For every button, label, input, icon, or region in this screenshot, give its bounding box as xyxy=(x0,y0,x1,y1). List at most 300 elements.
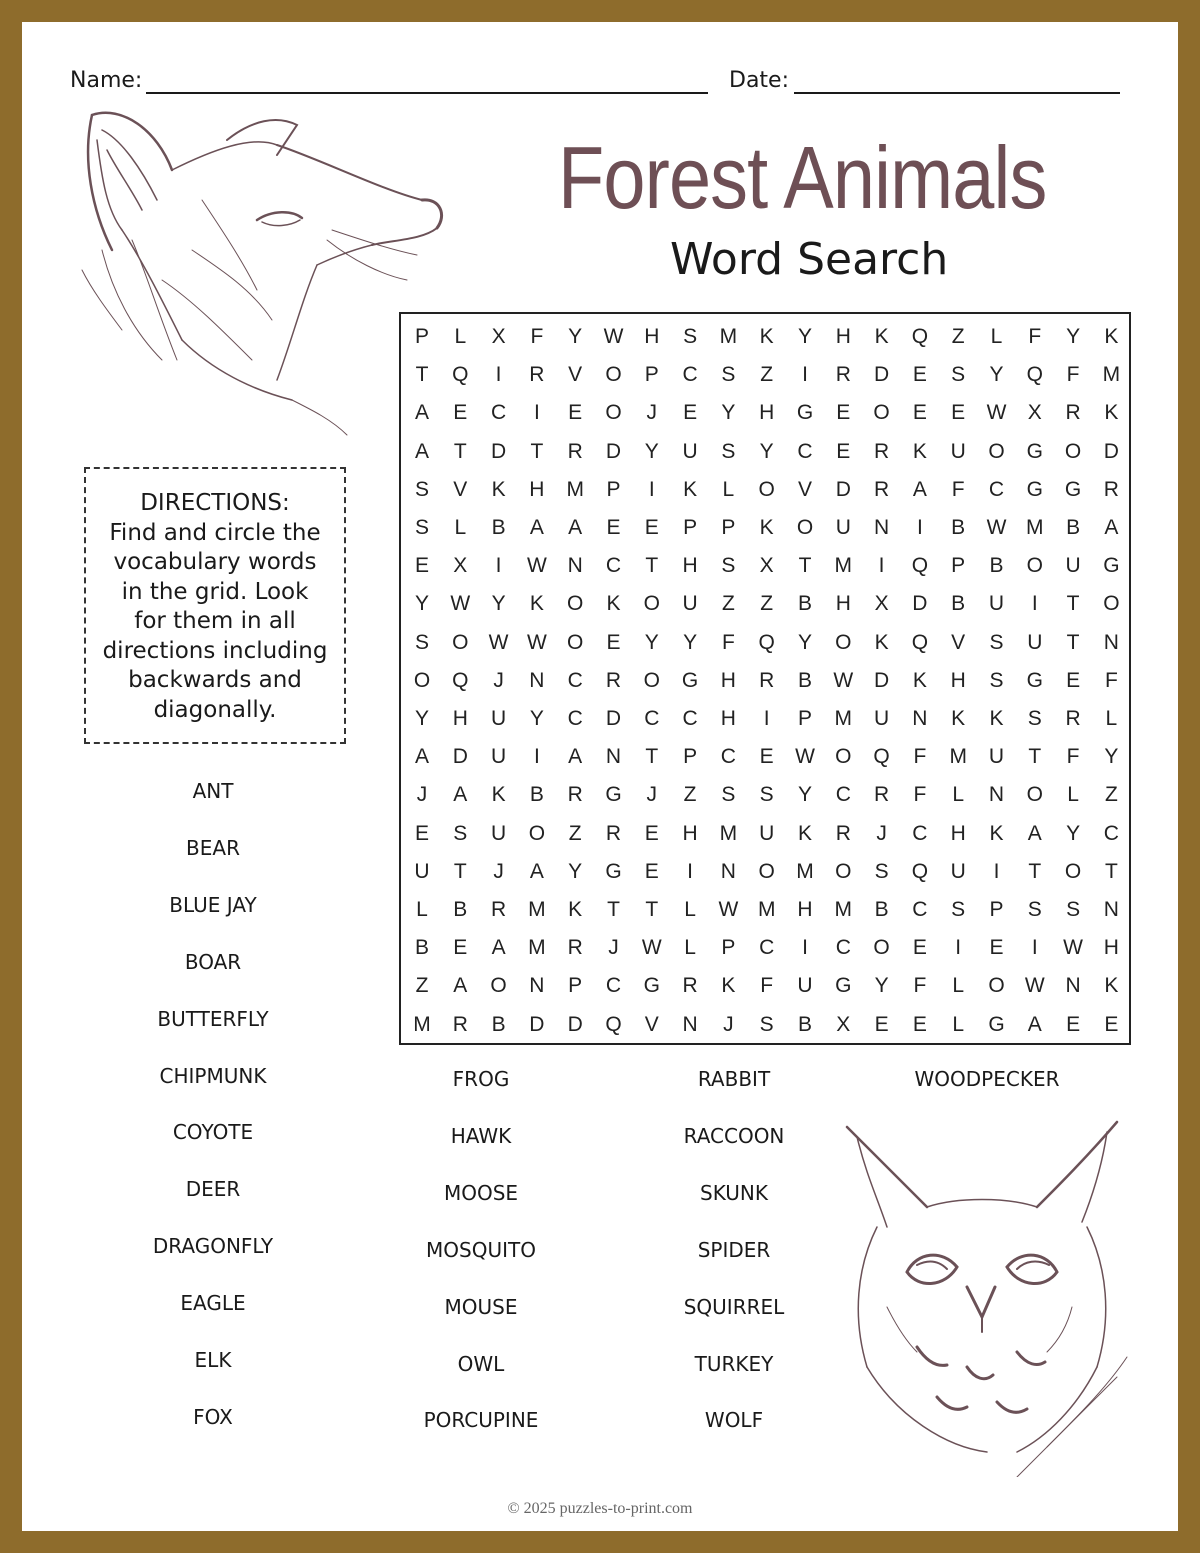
grid-cell[interactable]: O xyxy=(873,401,890,425)
grid-cell[interactable]: W xyxy=(718,898,739,921)
grid-cell[interactable]: W xyxy=(1024,974,1045,998)
grid-cell[interactable]: Q xyxy=(911,325,929,348)
grid-cell[interactable]: Q xyxy=(873,745,890,769)
grid-cell[interactable]: R xyxy=(529,363,545,387)
grid-cell[interactable]: F xyxy=(913,974,927,998)
grid-cell[interactable]: K xyxy=(759,325,774,348)
grid-cell[interactable]: O xyxy=(1026,783,1043,807)
grid-cell[interactable]: E xyxy=(644,516,659,539)
grid-cell[interactable]: I xyxy=(648,477,655,501)
grid-cell[interactable]: Q xyxy=(911,630,929,654)
grid-cell[interactable]: T xyxy=(453,859,467,883)
grid-cell[interactable]: Z xyxy=(568,821,582,845)
grid-cell[interactable]: L xyxy=(416,898,428,921)
grid-cell[interactable]: M xyxy=(834,554,853,578)
grid-cell[interactable]: R xyxy=(567,439,583,463)
grid-cell[interactable]: S xyxy=(414,630,429,654)
grid-cell[interactable]: V xyxy=(453,477,468,501)
grid-cell[interactable]: R xyxy=(874,439,890,463)
grid-cell[interactable]: U xyxy=(797,974,813,998)
grid-cell[interactable]: A xyxy=(491,936,506,960)
grid-cell[interactable]: U xyxy=(491,707,507,730)
grid-cell[interactable]: B xyxy=(797,1012,812,1036)
grid-cell[interactable]: E xyxy=(989,936,1004,960)
grid-cell[interactable]: Y xyxy=(491,592,506,616)
grid-cell[interactable]: K xyxy=(683,477,698,501)
grid-cell[interactable]: K xyxy=(491,477,506,501)
grid-cell[interactable]: U xyxy=(414,859,430,883)
grid-cell[interactable]: E xyxy=(453,401,468,425)
grid-cell[interactable]: J xyxy=(493,859,504,883)
grid-cell[interactable]: C xyxy=(491,401,507,425)
grid-cell[interactable]: S xyxy=(414,477,429,501)
grid-cell[interactable]: W xyxy=(795,745,815,769)
grid-cell[interactable]: G xyxy=(681,668,699,692)
grid-cell[interactable]: Z xyxy=(760,363,774,387)
grid-cell[interactable]: R xyxy=(567,783,583,807)
grid-cell[interactable]: E xyxy=(414,554,429,578)
grid-cell[interactable]: P xyxy=(797,707,812,730)
grid-cell[interactable]: U xyxy=(874,707,890,730)
grid-cell[interactable]: A xyxy=(414,745,429,769)
grid-cell[interactable]: H xyxy=(682,821,698,845)
grid-cell[interactable]: T xyxy=(415,363,429,387)
grid-cell[interactable]: C xyxy=(567,707,583,730)
grid-cell[interactable]: W xyxy=(986,516,1007,539)
grid-cell[interactable]: C xyxy=(988,477,1005,501)
grid-cell[interactable]: P xyxy=(644,363,659,387)
grid-cell[interactable]: K xyxy=(568,898,583,921)
grid-cell[interactable]: H xyxy=(950,668,966,692)
grid-cell[interactable]: M xyxy=(1102,363,1121,387)
grid-cell[interactable]: Z xyxy=(415,974,429,998)
grid-cell[interactable]: K xyxy=(989,707,1004,730)
grid-cell[interactable]: R xyxy=(682,974,698,998)
grid-cell[interactable]: G xyxy=(1026,668,1043,692)
grid-cell[interactable]: B xyxy=(874,898,889,921)
grid-cell[interactable]: F xyxy=(913,745,927,769)
grid-cell[interactable]: U xyxy=(491,745,507,769)
grid-cell[interactable]: O xyxy=(1064,439,1082,463)
grid-cell[interactable]: Q xyxy=(452,668,469,692)
grid-cell[interactable]: M xyxy=(528,898,546,921)
grid-cell[interactable]: Y xyxy=(683,630,698,654)
grid-cell[interactable]: E xyxy=(1066,668,1081,692)
grid-cell[interactable]: E xyxy=(836,439,851,463)
grid-cell[interactable]: Z xyxy=(683,783,697,807)
grid-cell[interactable]: T xyxy=(645,898,659,921)
grid-cell[interactable]: W xyxy=(986,401,1007,425)
grid-cell[interactable]: R xyxy=(1103,477,1119,501)
grid-cell[interactable]: B xyxy=(797,592,812,616)
grid-cell[interactable]: J xyxy=(608,936,619,960)
grid-cell[interactable]: K xyxy=(912,668,927,692)
grid-cell[interactable]: G xyxy=(605,783,622,807)
grid-cell[interactable]: O xyxy=(567,592,584,616)
grid-cell[interactable]: A xyxy=(912,477,927,501)
grid-cell[interactable]: B xyxy=(529,783,544,807)
grid-cell[interactable]: I xyxy=(495,363,502,387)
grid-cell[interactable]: C xyxy=(605,974,622,998)
grid-cell[interactable]: K xyxy=(721,974,736,998)
grid-cell[interactable]: N xyxy=(529,974,545,998)
grid-cell[interactable]: F xyxy=(1066,363,1080,387)
grid-cell[interactable]: B xyxy=(951,592,966,616)
grid-cell[interactable]: I xyxy=(955,936,962,960)
grid-cell[interactable]: I xyxy=(802,363,808,387)
grid-cell[interactable]: C xyxy=(720,745,736,769)
grid-cell[interactable]: C xyxy=(835,783,851,807)
grid-cell[interactable]: O xyxy=(988,439,1005,463)
grid-cell[interactable]: P xyxy=(568,974,583,998)
grid-cell[interactable]: S xyxy=(453,821,468,845)
grid-cell[interactable]: T xyxy=(607,898,620,921)
grid-cell[interactable]: K xyxy=(874,325,889,348)
grid-cell[interactable]: N xyxy=(1103,898,1119,921)
grid-cell[interactable]: C xyxy=(605,554,622,578)
grid-cell[interactable]: G xyxy=(1026,439,1043,463)
grid-cell[interactable]: E xyxy=(606,516,621,539)
grid-cell[interactable]: O xyxy=(490,974,507,998)
grid-cell[interactable]: S xyxy=(951,363,966,387)
grid-cell[interactable]: F xyxy=(1066,745,1080,769)
grid-cell[interactable]: B xyxy=(414,936,429,960)
grid-cell[interactable]: N xyxy=(567,554,583,578)
grid-cell[interactable]: T xyxy=(453,439,467,463)
grid-cell[interactable]: D xyxy=(529,1012,545,1036)
grid-cell[interactable]: R xyxy=(835,363,851,387)
grid-cell[interactable]: N xyxy=(682,1012,698,1036)
grid-cell[interactable]: B xyxy=(1066,516,1081,539)
grid-cell[interactable]: S xyxy=(989,668,1004,692)
grid-cell[interactable]: P xyxy=(989,898,1004,921)
grid-cell[interactable]: R xyxy=(605,821,622,845)
grid-cell[interactable]: L xyxy=(1105,707,1118,730)
grid-cell[interactable]: E xyxy=(912,401,927,425)
grid-cell[interactable]: D xyxy=(491,439,507,463)
grid-cell[interactable]: O xyxy=(567,630,584,654)
grid-cell[interactable]: I xyxy=(802,936,808,960)
grid-cell[interactable]: M xyxy=(566,477,584,501)
grid-cell[interactable]: A xyxy=(453,783,468,807)
grid-cell[interactable]: Z xyxy=(1104,783,1118,807)
grid-cell[interactable]: L xyxy=(722,477,735,501)
grid-cell[interactable]: R xyxy=(835,821,851,845)
grid-cell[interactable]: A xyxy=(1027,821,1042,845)
grid-cell[interactable]: K xyxy=(797,821,812,845)
grid-cell[interactable]: L xyxy=(454,325,467,348)
grid-cell[interactable]: E xyxy=(414,821,429,845)
grid-cell[interactable]: O xyxy=(835,745,852,769)
grid-cell[interactable]: E xyxy=(1104,1012,1119,1036)
grid-cell[interactable]: F xyxy=(1028,325,1042,348)
grid-cell[interactable]: L xyxy=(454,516,467,539)
grid-cell[interactable]: Y xyxy=(874,974,889,998)
grid-cell[interactable]: S xyxy=(759,1012,774,1036)
grid-cell[interactable]: I xyxy=(533,401,540,425)
grid-cell[interactable]: L xyxy=(990,325,1003,348)
grid-cell[interactable]: H xyxy=(720,707,736,730)
grid-cell[interactable]: Y xyxy=(644,630,659,654)
grid-cell[interactable]: H xyxy=(720,668,736,692)
grid-cell[interactable]: J xyxy=(646,783,658,807)
grid-cell[interactable]: N xyxy=(605,745,622,769)
grid-cell[interactable]: W xyxy=(1063,936,1083,960)
grid-cell[interactable]: D xyxy=(605,707,622,730)
grid-cell[interactable]: Y xyxy=(1066,821,1081,845)
grid-cell[interactable]: E xyxy=(759,745,774,769)
grid-cell[interactable]: H xyxy=(950,821,966,845)
grid-cell[interactable]: C xyxy=(682,707,698,730)
grid-cell[interactable]: C xyxy=(644,707,660,730)
grid-cell[interactable]: E xyxy=(836,401,851,425)
date-line[interactable] xyxy=(794,92,1120,94)
grid-cell[interactable]: N xyxy=(988,783,1005,807)
grid-cell[interactable]: Q xyxy=(911,859,929,883)
grid-cell[interactable]: Q xyxy=(605,1012,622,1036)
grid-cell[interactable]: T xyxy=(645,745,659,769)
grid-cell[interactable]: T xyxy=(530,439,544,463)
grid-cell[interactable]: D xyxy=(912,592,928,616)
grid-cell[interactable]: S xyxy=(721,783,736,807)
grid-cell[interactable]: W xyxy=(603,325,624,348)
name-line[interactable] xyxy=(146,92,708,94)
grid-cell[interactable]: F xyxy=(530,325,544,348)
grid-cell[interactable]: P xyxy=(721,936,736,960)
grid-cell[interactable]: R xyxy=(567,936,583,960)
grid-cell[interactable]: R xyxy=(452,1012,468,1036)
grid-cell[interactable]: T xyxy=(1066,630,1080,654)
grid-cell[interactable]: R xyxy=(759,668,775,692)
grid-cell[interactable]: S xyxy=(721,439,736,463)
grid-cell[interactable]: U xyxy=(988,745,1005,769)
grid-cell[interactable]: S xyxy=(874,859,889,883)
grid-cell[interactable]: I xyxy=(993,859,1000,883)
grid-cell[interactable]: D xyxy=(1103,439,1119,463)
grid-cell[interactable]: E xyxy=(606,630,621,654)
grid-cell[interactable]: U xyxy=(950,859,966,883)
grid-cell[interactable]: K xyxy=(529,592,544,616)
grid-cell[interactable]: I xyxy=(1031,592,1038,616)
grid-cell[interactable]: B xyxy=(989,554,1004,578)
grid-cell[interactable]: Y xyxy=(644,439,659,463)
grid-cell[interactable]: X xyxy=(874,592,889,616)
grid-cell[interactable]: A xyxy=(568,745,583,769)
grid-cell[interactable]: C xyxy=(567,668,583,692)
grid-cell[interactable]: N xyxy=(1065,974,1081,998)
grid-cell[interactable]: H xyxy=(797,898,813,921)
grid-cell[interactable]: E xyxy=(683,401,698,425)
grid-cell[interactable]: C xyxy=(912,898,928,921)
grid-cell[interactable]: F xyxy=(721,630,735,654)
grid-cell[interactable]: U xyxy=(988,592,1005,616)
grid-cell[interactable]: Y xyxy=(759,439,774,463)
grid-cell[interactable]: S xyxy=(1027,898,1042,921)
grid-cell[interactable]: G xyxy=(605,859,622,883)
grid-cell[interactable]: V xyxy=(951,630,966,654)
grid-cell[interactable]: K xyxy=(606,592,621,616)
grid-cell[interactable]: S xyxy=(721,363,736,387)
grid-cell[interactable]: J xyxy=(416,783,428,807)
grid-cell[interactable]: K xyxy=(1104,401,1119,425)
grid-cell[interactable]: Y xyxy=(568,859,583,883)
grid-cell[interactable]: O xyxy=(1103,592,1120,616)
grid-cell[interactable]: X xyxy=(836,1012,851,1036)
grid-cell[interactable]: E xyxy=(912,1012,927,1036)
grid-cell[interactable]: I xyxy=(533,745,540,769)
grid-cell[interactable]: H xyxy=(759,401,775,425)
grid-cell[interactable]: O xyxy=(605,401,622,425)
grid-cell[interactable]: M xyxy=(1026,516,1044,539)
grid-cell[interactable]: I xyxy=(687,859,694,883)
grid-cell[interactable]: P xyxy=(721,516,736,539)
grid-cell[interactable]: H xyxy=(835,325,851,348)
grid-cell[interactable]: D xyxy=(567,1012,583,1036)
grid-cell[interactable]: L xyxy=(952,974,965,998)
grid-cell[interactable]: E xyxy=(453,936,468,960)
grid-cell[interactable]: Q xyxy=(452,363,469,387)
grid-cell[interactable]: M xyxy=(528,936,546,960)
grid-cell[interactable]: E xyxy=(644,821,659,845)
grid-cell[interactable]: V xyxy=(568,363,583,387)
grid-cell[interactable]: G xyxy=(835,974,852,998)
grid-cell[interactable]: O xyxy=(413,668,431,692)
grid-cell[interactable]: O xyxy=(1064,859,1082,883)
grid-cell[interactable]: Q xyxy=(911,554,929,578)
grid-cell[interactable]: J xyxy=(723,1012,734,1036)
grid-cell[interactable]: S xyxy=(1027,707,1042,730)
grid-cell[interactable]: G xyxy=(796,401,814,425)
grid-cell[interactable]: Y xyxy=(797,630,812,654)
grid-cell[interactable]: J xyxy=(646,401,658,425)
grid-cell[interactable]: R xyxy=(874,783,890,807)
grid-cell[interactable]: N xyxy=(529,668,545,692)
grid-cell[interactable]: O xyxy=(758,859,775,883)
grid-cell[interactable]: Y xyxy=(568,325,583,348)
grid-cell[interactable]: O xyxy=(1026,554,1043,578)
grid-cell[interactable]: U xyxy=(1027,630,1043,654)
grid-cell[interactable]: K xyxy=(989,821,1004,845)
grid-cell[interactable]: X xyxy=(453,554,468,578)
grid-cell[interactable]: M xyxy=(834,707,853,730)
grid-cell[interactable]: Y xyxy=(797,783,812,807)
grid-cell[interactable]: G xyxy=(988,1012,1005,1036)
grid-cell[interactable]: H xyxy=(1103,936,1119,960)
grid-cell[interactable]: Y xyxy=(414,707,429,730)
grid-cell[interactable]: T xyxy=(1066,592,1080,616)
grid-cell[interactable]: A xyxy=(414,401,429,425)
grid-cell[interactable]: E xyxy=(951,401,966,425)
grid-cell[interactable]: D xyxy=(452,745,468,769)
grid-cell[interactable]: J xyxy=(493,668,504,692)
grid-cell[interactable]: M xyxy=(413,1012,431,1036)
grid-cell[interactable]: I xyxy=(495,554,502,578)
grid-cell[interactable]: S xyxy=(721,554,736,578)
grid-cell[interactable]: E xyxy=(912,363,927,387)
grid-cell[interactable]: O xyxy=(528,821,546,845)
grid-cell[interactable]: G xyxy=(643,974,660,998)
grid-cell[interactable]: T xyxy=(1028,745,1042,769)
grid-cell[interactable]: A xyxy=(453,974,468,998)
grid-cell[interactable]: S xyxy=(759,783,774,807)
grid-cell[interactable]: M xyxy=(757,898,776,921)
grid-cell[interactable]: W xyxy=(526,630,547,654)
grid-cell[interactable]: A xyxy=(1027,1012,1042,1036)
grid-cell[interactable]: B xyxy=(797,668,812,692)
grid-cell[interactable]: Q xyxy=(758,630,775,654)
grid-cell[interactable]: C xyxy=(912,821,928,845)
grid-cell[interactable]: Y xyxy=(1066,325,1081,348)
grid-cell[interactable]: Z xyxy=(721,592,735,616)
grid-cell[interactable]: B xyxy=(491,516,506,539)
grid-cell[interactable]: Z xyxy=(760,592,774,616)
grid-cell[interactable]: U xyxy=(835,516,851,539)
grid-cell[interactable]: M xyxy=(949,745,967,769)
grid-cell[interactable]: U xyxy=(682,439,698,463)
grid-cell[interactable]: N xyxy=(874,516,890,539)
grid-cell[interactable]: S xyxy=(683,325,698,348)
grid-cell[interactable]: W xyxy=(450,592,471,616)
grid-cell[interactable]: P xyxy=(606,477,621,501)
grid-cell[interactable]: R xyxy=(874,477,890,501)
grid-cell[interactable]: D xyxy=(874,668,890,692)
grid-cell[interactable]: Q xyxy=(1026,363,1043,387)
grid-cell[interactable]: E xyxy=(1066,1012,1081,1036)
grid-cell[interactable]: E xyxy=(912,936,927,960)
grid-cell[interactable]: I xyxy=(916,516,923,539)
grid-cell[interactable]: F xyxy=(760,974,774,998)
grid-cell[interactable]: D xyxy=(874,363,890,387)
grid-cell[interactable]: T xyxy=(1104,859,1118,883)
grid-cell[interactable]: E xyxy=(874,1012,889,1036)
grid-cell[interactable]: K xyxy=(1104,325,1119,348)
grid-cell[interactable]: E xyxy=(644,859,659,883)
grid-cell[interactable]: C xyxy=(759,936,775,960)
grid-cell[interactable]: L xyxy=(952,783,965,807)
grid-cell[interactable]: R xyxy=(1065,401,1081,425)
grid-cell[interactable]: M xyxy=(719,325,738,348)
grid-cell[interactable]: O xyxy=(643,668,660,692)
grid-cell[interactable]: U xyxy=(950,439,966,463)
grid-cell[interactable]: O xyxy=(835,630,852,654)
grid-cell[interactable]: C xyxy=(797,439,813,463)
grid-cell[interactable]: W xyxy=(833,668,854,692)
grid-cell[interactable]: G xyxy=(1026,477,1043,501)
grid-cell[interactable]: F xyxy=(951,477,965,501)
grid-cell[interactable]: Y xyxy=(414,592,429,616)
grid-cell[interactable]: H xyxy=(682,554,698,578)
grid-cell[interactable]: Z xyxy=(951,325,965,348)
grid-cell[interactable]: O xyxy=(452,630,469,654)
grid-cell[interactable]: K xyxy=(491,783,506,807)
grid-cell[interactable]: O xyxy=(605,363,622,387)
grid-cell[interactable]: I xyxy=(763,707,770,730)
grid-cell[interactable]: B xyxy=(453,898,468,921)
grid-cell[interactable]: K xyxy=(951,707,966,730)
grid-cell[interactable]: L xyxy=(684,898,696,921)
grid-cell[interactable]: M xyxy=(834,898,853,921)
grid-cell[interactable]: B xyxy=(951,516,966,539)
grid-cell[interactable]: D xyxy=(835,477,851,501)
grid-cell[interactable]: O xyxy=(988,974,1005,998)
grid-cell[interactable]: V xyxy=(797,477,812,501)
grid-cell[interactable]: T xyxy=(645,554,659,578)
grid-cell[interactable]: A xyxy=(568,516,583,539)
grid-cell[interactable]: M xyxy=(796,859,814,883)
grid-cell[interactable]: F xyxy=(913,783,927,807)
grid-cell[interactable]: L xyxy=(952,1012,965,1036)
grid-cell[interactable]: H xyxy=(529,477,545,501)
